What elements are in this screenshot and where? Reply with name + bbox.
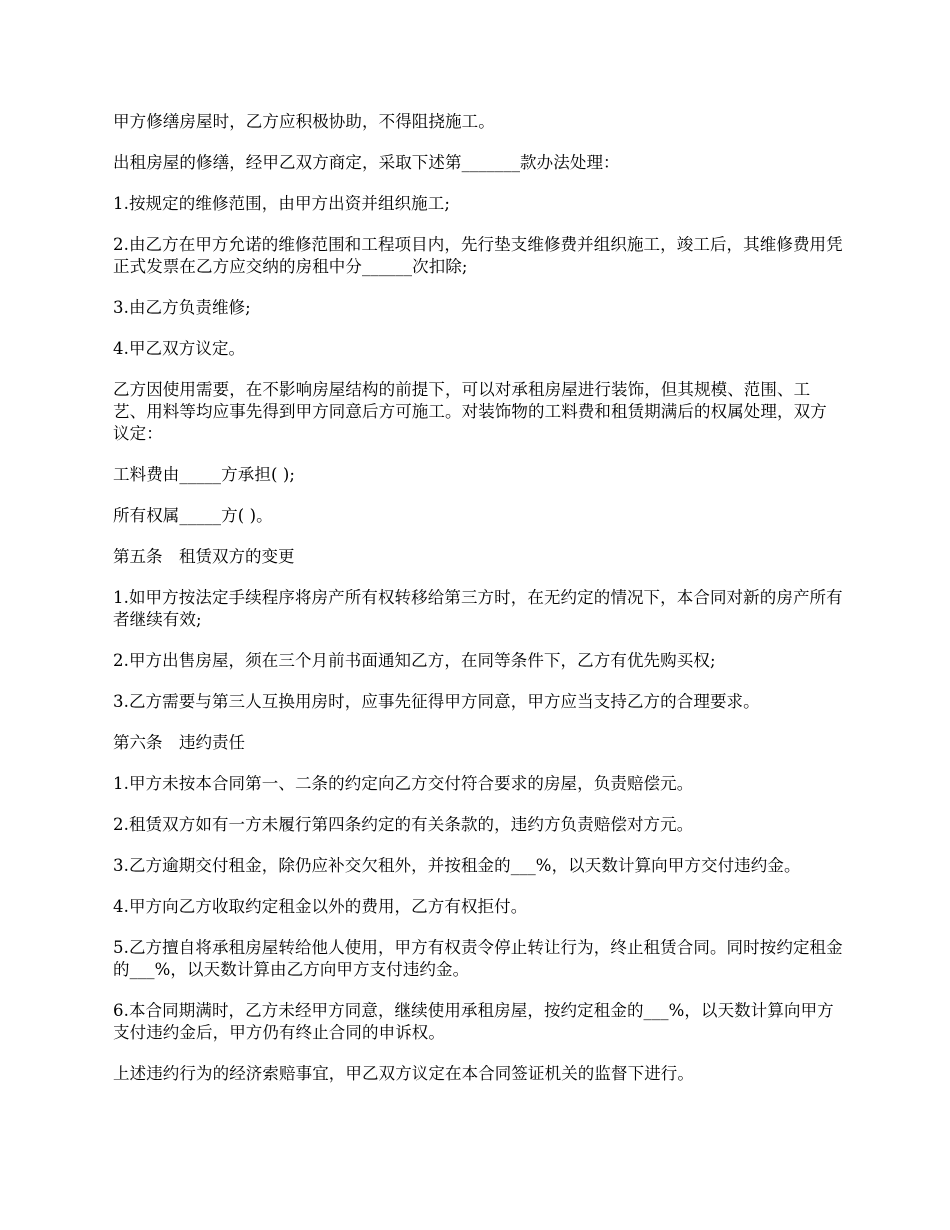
paragraph-repair-method: 出租房屋的修缮，经甲乙双方商定，采取下述第_______款办法处理： xyxy=(113,153,620,172)
paragraph-material-cost: 工料费由_____方承担( ); xyxy=(113,465,296,484)
paragraph-breach-5: 5.乙方擅自将承租房屋转给他人使用，甲方有权责令停止转让行为，终止租赁合同。同时按约定租金的___%，以天数计算由乙方向甲方支付违约金。 xyxy=(113,938,843,979)
paragraph-change-3: 3.乙方需要与第三人互换用房时，应事先征得甲方同意，甲方应当支持乙方的合理要求。 xyxy=(113,692,760,711)
paragraph-change-1: 1.如甲方按法定手续程序将房产所有权转移给第三方时，在无约定的情况下，本合同对新的房产所有者继续有效; xyxy=(113,588,843,629)
paragraph-breach-6: 6.本合同期满时，乙方未经甲方同意，继续使用承租房屋，按约定租金的___%，以天数计算向甲方支付违约金后，甲方仍有终止合同的申诉权。 xyxy=(113,1001,834,1042)
paragraph-ownership: 所有权属_____方( )。 xyxy=(113,506,273,525)
section-heading-article-6: 第六条 违约责任 xyxy=(113,733,245,752)
paragraph-option-2: 2.由乙方在甲方允诺的维修范围和工程项目内，先行垫支维修费并组织施工，竣工后，其维修费用凭正式发票在乙方应交纳的房租中分______次扣除; xyxy=(113,235,843,276)
section-heading-article-5: 第五条 租赁双方的变更 xyxy=(113,547,295,566)
paragraph-option-4: 4.甲乙双方议定。 xyxy=(113,339,246,358)
paragraph-option-1: 1.按规定的维修范围，由甲方出资并组织施工; xyxy=(113,194,451,213)
paragraph-breach-3: 3.乙方逾期交付租金，除仍应补交欠租外，并按租金的___%，以天数计算向甲方交付违约金。 xyxy=(113,856,801,875)
paragraph-decoration: 乙方因使用需要，在不影响房屋结构的前提下，可以对承租房屋进行装饰，但其规模、范围、工艺、用料等均应事先得到甲方同意后方可施工。对装饰物的工料费和租赁期满后的权属处理，双方议定： xyxy=(113,380,827,443)
paragraph-option-3: 3.由乙方负责维修; xyxy=(113,298,251,317)
paragraph-change-2: 2.甲方出售房屋，须在三个月前书面通知乙方，在同等条件下，乙方有优先购买权; xyxy=(113,651,716,670)
paragraph-breach-1: 1.甲方未按本合同第一、二条的约定向乙方交付符合要求的房屋，负责赔偿元。 xyxy=(113,774,694,793)
paragraph-breach-2: 2.租赁双方如有一方未履行第四条约定的有关条款的，违约方负责赔偿对方元。 xyxy=(113,815,694,834)
paragraph-repair-cooperation: 甲方修缮房屋时，乙方应积极协助，不得阻挠施工。 xyxy=(113,112,495,131)
paragraph-breach-4: 4.甲方向乙方收取约定租金以外的费用，乙方有权拒付。 xyxy=(113,897,528,916)
paragraph-closing: 上述违约行为的经济索赔事宜，甲乙双方议定在本合同签证机关的监督下进行。 xyxy=(113,1064,694,1083)
document-body xyxy=(113,111,843,1104)
